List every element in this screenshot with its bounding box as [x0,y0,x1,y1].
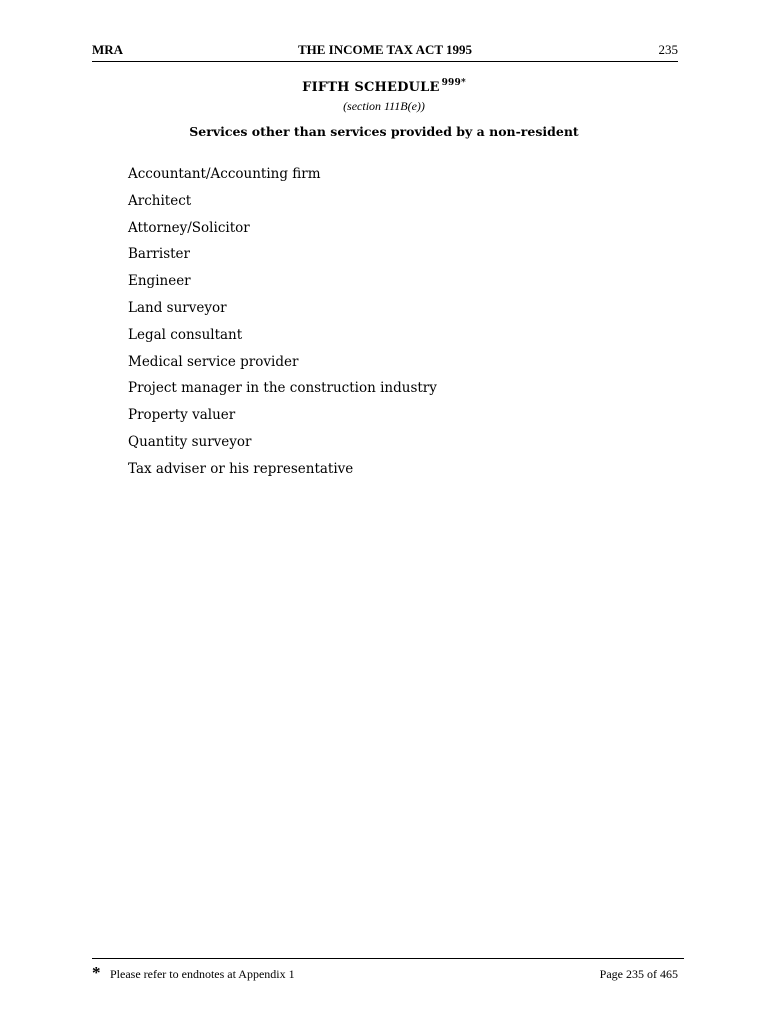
list-item: Property valuer [128,407,236,424]
list-item: Project manager in the construction industry [128,380,437,397]
header-divider [92,61,678,62]
schedule-title [0,80,768,95]
list-item: Land surveyor [128,299,227,316]
footnote-marker: * [92,963,101,982]
page-footer [92,964,678,984]
footnote-text: Please refer to endnotes at Appendix 1 [110,967,295,981]
list-item: Quantity surveyor [128,433,252,450]
header-publisher: MRA [92,42,124,57]
schedule-heading: Services other than services provided by a non-resident [189,124,579,139]
footer-divider [92,958,684,959]
list-item: Accountant/Accounting firm [128,166,321,182]
list-item: Engineer [128,273,191,290]
endnote-reference: 999* [441,78,466,88]
header-act-title: THE INCOME TAX ACT 1995 [297,42,473,57]
list-item: Barrister [128,246,190,263]
header-page-number: 235 [658,42,678,57]
list-item: Attorney/Solicitor [128,219,250,236]
page-header [92,42,678,60]
footer-page-count: Page 235 of 465 [599,967,678,981]
list-item: Architect [128,192,192,209]
list-item: Legal consultant [128,326,243,343]
schedule-section-reference: (section 111B(e)) [343,99,425,113]
list-item: Medical service provider [128,353,299,370]
services-list [128,164,437,486]
list-item: Tax adviser or his representative [128,460,354,477]
schedule-title-text: FIFTH SCHEDULE [302,80,440,95]
